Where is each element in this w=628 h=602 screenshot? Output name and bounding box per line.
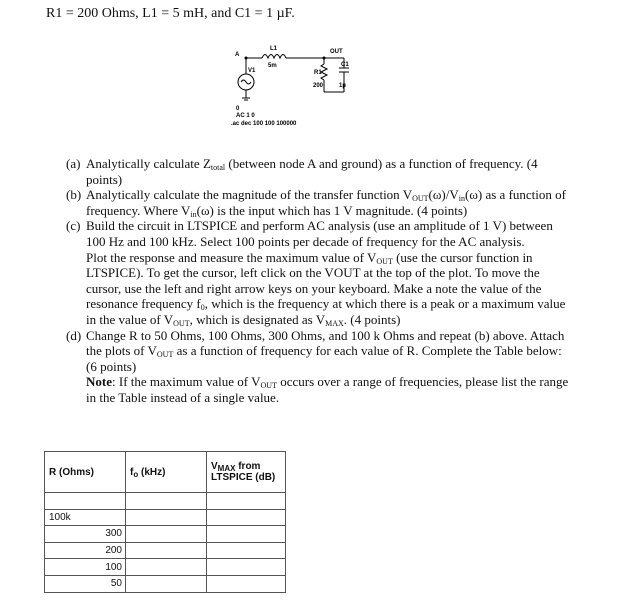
question-b-label: (b) (66, 187, 82, 203)
sine-wave-icon (241, 80, 251, 84)
question-a-label: (a) (66, 156, 81, 171)
resistor-r1 (321, 64, 327, 80)
question-list (66, 156, 570, 406)
inductor-name: L1 (270, 46, 278, 52)
table-header-row (45, 452, 286, 493)
question-c-paragraph-2: Plot the response and measure the maximum value of $V_{OUT}$ (use the cursor function in LTSPICE). To get the cursor, left click on the VOUT at the top of the plot. To move the cursor, use the left and right arrow keys on your keyboard. Make a note the value of the resonance frequency $f_0$, which is the frequency at which there is a peak or a maximum value in the value of $V_{OUT}$, which is designated as $V_{MAX}$. (4 points) (86, 249, 566, 328)
circuit-schematic (222, 40, 352, 132)
source-dc: 0 (236, 106, 240, 112)
question-a: (a) Analytically calculate $Z_{total}$ (between node A and ground) as a function of frequency. (4 points) (66, 156, 538, 187)
inductor-l1 (262, 55, 286, 59)
cap-value: 1µ (339, 83, 346, 89)
ac-directive: .ac dec 100 100 100000 (231, 121, 297, 127)
question-d-label: (d) (66, 327, 82, 343)
table-row: 300 (45, 526, 286, 543)
header-r-ohms: R (Ohms) (45, 452, 126, 493)
question-c-paragraph-1: Build the circuit in LTSPICE and perform AC analysis (use an amplitude of 1 V) between 100 Hz and 100 kHz. Select 100 points per decade of frequency for the AC analysis. (86, 218, 553, 249)
header-vmax: $V_{MAX}$ from LTSPICE (dB) (207, 452, 286, 493)
cap-name: C1 (341, 62, 349, 68)
question-c (66, 218, 570, 327)
node-out-dot (323, 57, 326, 60)
table-row: 100 (45, 559, 286, 576)
res-value: 200 (313, 83, 324, 89)
results-table (44, 451, 286, 593)
source-name: V1 (248, 68, 256, 74)
res-name: R1 (314, 70, 322, 76)
table-spacer-row (45, 493, 286, 510)
table-row: 50 (45, 575, 286, 592)
table-row: 100k (45, 509, 286, 526)
node-a-label: A (235, 52, 240, 58)
question-d: (d) Change R to 50 Ohms, 100 Ohms, 300 Ohms, and 100 k Ohms and repeat (b) above. Attach the plots of $V_{OUT}$ as a function of frequency for each value of R. Complete the Table below: (6 points) Note: If the maximum value of $V_{OUT}$ occurs over a range of frequencies, please list the range in the Table instead of a single value. (66, 327, 569, 405)
table-row: 200 (45, 542, 286, 559)
source-ac: AC 1 0 (236, 113, 255, 119)
question-c-label: (c) (66, 218, 81, 234)
problem-header: R1 = 200 Ohms, L1 = 5 mH, and C1 = 1 µF. (46, 6, 295, 21)
question-d-note: Note: If the maximum value of $V_{OUT}$ occurs over a range of frequencies, please list the range in the Table instead of a single value. (86, 374, 569, 405)
question-b: (b) Analytically calculate the magnitude of the transfer function $V_{OUT}(\omega)/V_{in}(\omega)$ as a function of frequency. Where $V_{in}(\omega)$ is the input which has 1 V magnitude. (4 points) (66, 187, 566, 219)
inductor-value: 5m (268, 63, 277, 69)
out-label: OUT (330, 49, 343, 55)
header-f0: $f_o$ (kHz) (126, 452, 207, 493)
node-a-dot (245, 57, 248, 60)
